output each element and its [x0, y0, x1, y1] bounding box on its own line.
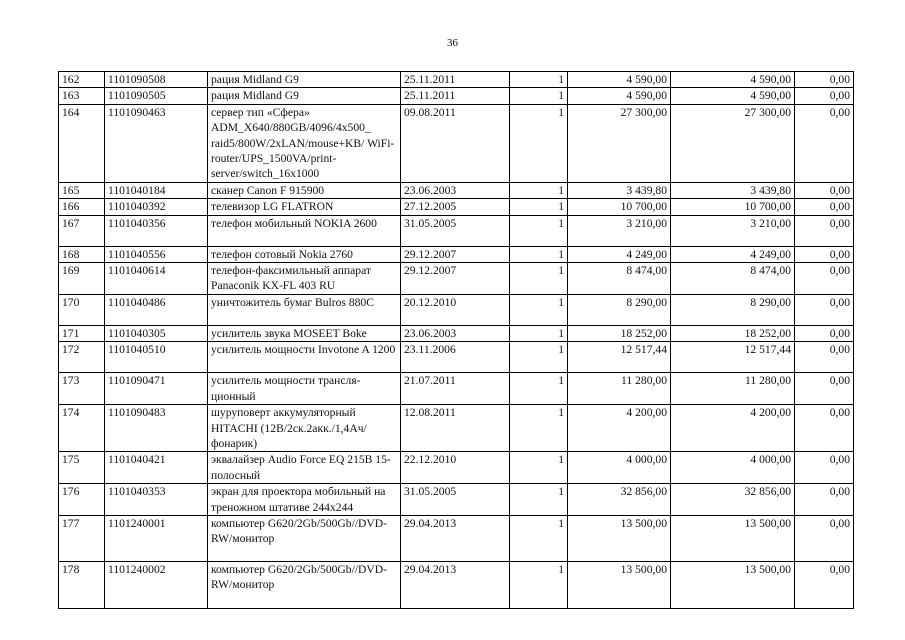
item-name-cell: компьютер G620/2Gb/500Gb//DVD-RW/монитор [208, 561, 401, 608]
residual-value-cell: 0,00 [795, 515, 854, 561]
cost-cell: 8 290,00 [568, 294, 671, 325]
acquisition-date-cell: 25.11.2011 [401, 88, 510, 104]
cost-cell: 4 590,00 [568, 88, 671, 104]
item-name-cell: усилитель звука MOSEET Boke [208, 325, 401, 341]
acquisition-date-cell: 21.07.2011 [401, 373, 510, 405]
item-name-cell: компьютер G620/2Gb/500Gb//DVD-RW/монитор [208, 515, 401, 561]
acquisition-date-cell: 29.04.2013 [401, 561, 510, 608]
acquisition-date-cell: 23.06.2003 [401, 182, 510, 198]
item-name-cell: телефон мобильный NOKIA 2600 [208, 215, 401, 246]
row-number-cell: 171 [59, 325, 105, 341]
table-row [59, 263, 854, 295]
residual-value-cell: 0,00 [795, 263, 854, 295]
cost-cell: 3 439,80 [568, 182, 671, 198]
inventory-table-body [59, 72, 854, 609]
residual-value-cell: 0,00 [795, 373, 854, 405]
table-row [59, 72, 854, 88]
balance-value-cell: 8 290,00 [671, 294, 795, 325]
item-name-cell: телевизор LG FLATRON [208, 199, 401, 215]
acquisition-date-cell: 29.04.2013 [401, 515, 510, 561]
table-row [59, 104, 854, 182]
balance-value-cell: 11 280,00 [671, 373, 795, 405]
cost-cell: 10 700,00 [568, 199, 671, 215]
inventory-code-cell: 1101040614 [105, 263, 208, 295]
row-number-cell: 166 [59, 199, 105, 215]
residual-value-cell: 0,00 [795, 88, 854, 104]
inventory-code-cell: 1101040353 [105, 484, 208, 516]
residual-value-cell: 0,00 [795, 246, 854, 262]
balance-value-cell: 27 300,00 [671, 104, 795, 182]
balance-value-cell: 13 500,00 [671, 515, 795, 561]
quantity-cell: 1 [510, 561, 568, 608]
acquisition-date-cell: 29.12.2007 [401, 263, 510, 295]
acquisition-date-cell: 31.05.2005 [401, 484, 510, 516]
table-row [59, 88, 854, 104]
cost-cell: 12 517,44 [568, 342, 671, 373]
balance-value-cell: 4 249,00 [671, 246, 795, 262]
table-row [59, 182, 854, 198]
residual-value-cell: 0,00 [795, 325, 854, 341]
quantity-cell: 1 [510, 294, 568, 325]
cost-cell: 4 200,00 [568, 405, 671, 452]
table-row [59, 325, 854, 341]
inventory-code-cell: 1101040356 [105, 215, 208, 246]
quantity-cell: 1 [510, 484, 568, 516]
row-number-cell: 167 [59, 215, 105, 246]
inventory-table [58, 71, 854, 609]
inventory-code-cell: 1101090505 [105, 88, 208, 104]
inventory-code-cell: 1101090463 [105, 104, 208, 182]
balance-value-cell: 4 590,00 [671, 88, 795, 104]
quantity-cell: 1 [510, 373, 568, 405]
quantity-cell: 1 [510, 515, 568, 561]
row-number-cell: 165 [59, 182, 105, 198]
row-number-cell: 163 [59, 88, 105, 104]
residual-value-cell: 0,00 [795, 72, 854, 88]
acquisition-date-cell: 23.11.2006 [401, 342, 510, 373]
cost-cell: 27 300,00 [568, 104, 671, 182]
acquisition-date-cell: 22.12.2010 [401, 452, 510, 484]
item-name-cell: усилитель мощности трансля-ционный [208, 373, 401, 405]
residual-value-cell: 0,00 [795, 561, 854, 608]
inventory-code-cell: 1101040510 [105, 342, 208, 373]
balance-value-cell: 12 517,44 [671, 342, 795, 373]
quantity-cell: 1 [510, 182, 568, 198]
balance-value-cell: 4 200,00 [671, 405, 795, 452]
item-name-cell: рация Midland G9 [208, 72, 401, 88]
cost-cell: 4 000,00 [568, 452, 671, 484]
acquisition-date-cell: 23.06.2003 [401, 325, 510, 341]
item-name-cell: телефон сотовый Nokia 2760 [208, 246, 401, 262]
item-name-cell: сканер Canon F 915900 [208, 182, 401, 198]
acquisition-date-cell: 20.12.2010 [401, 294, 510, 325]
row-number-cell: 173 [59, 373, 105, 405]
item-name-cell: экран для проектора мобильный на треножном штативе 244х244 [208, 484, 401, 516]
row-number-cell: 170 [59, 294, 105, 325]
balance-value-cell: 10 700,00 [671, 199, 795, 215]
page-number: 36 [447, 37, 458, 49]
cost-cell: 32 856,00 [568, 484, 671, 516]
balance-value-cell: 18 252,00 [671, 325, 795, 341]
cost-cell: 11 280,00 [568, 373, 671, 405]
cost-cell: 18 252,00 [568, 325, 671, 341]
balance-value-cell: 32 856,00 [671, 484, 795, 516]
residual-value-cell: 0,00 [795, 484, 854, 516]
inventory-code-cell: 1101240001 [105, 515, 208, 561]
table-row [59, 294, 854, 325]
quantity-cell: 1 [510, 325, 568, 341]
item-name-cell: уничтожитель бумаг Bulros 880C [208, 294, 401, 325]
row-number-cell: 164 [59, 104, 105, 182]
cost-cell: 13 500,00 [568, 515, 671, 561]
quantity-cell: 1 [510, 104, 568, 182]
table-row [59, 515, 854, 561]
balance-value-cell: 8 474,00 [671, 263, 795, 295]
quantity-cell: 1 [510, 246, 568, 262]
inventory-code-cell: 1101040556 [105, 246, 208, 262]
acquisition-date-cell: 27.12.2005 [401, 199, 510, 215]
table-row [59, 484, 854, 516]
residual-value-cell: 0,00 [795, 199, 854, 215]
inventory-code-cell: 1101090483 [105, 405, 208, 452]
balance-value-cell: 4 590,00 [671, 72, 795, 88]
residual-value-cell: 0,00 [795, 342, 854, 373]
balance-value-cell: 3 210,00 [671, 215, 795, 246]
residual-value-cell: 0,00 [795, 182, 854, 198]
inventory-code-cell: 1101040421 [105, 452, 208, 484]
cost-cell: 4 249,00 [568, 246, 671, 262]
row-number-cell: 176 [59, 484, 105, 516]
row-number-cell: 172 [59, 342, 105, 373]
residual-value-cell: 0,00 [795, 104, 854, 182]
quantity-cell: 1 [510, 72, 568, 88]
acquisition-date-cell: 29.12.2007 [401, 246, 510, 262]
table-row [59, 246, 854, 262]
residual-value-cell: 0,00 [795, 215, 854, 246]
quantity-cell: 1 [510, 199, 568, 215]
quantity-cell: 1 [510, 215, 568, 246]
balance-value-cell: 3 439,80 [671, 182, 795, 198]
quantity-cell: 1 [510, 342, 568, 373]
inventory-code-cell: 1101040392 [105, 199, 208, 215]
inventory-code-cell: 1101090471 [105, 373, 208, 405]
row-number-cell: 168 [59, 246, 105, 262]
table-row [59, 342, 854, 373]
acquisition-date-cell: 31.05.2005 [401, 215, 510, 246]
acquisition-date-cell: 09.08.2011 [401, 104, 510, 182]
acquisition-date-cell: 12.08.2011 [401, 405, 510, 452]
item-name-cell: сервер тип «Сфера» ADM_X640/880GB/4096/4x500_ raid5/800W/2xLAN/mouse+KB/ WiFi-router/UPS_1500VA/print-server/switch_16x1000 [208, 104, 401, 182]
row-number-cell: 174 [59, 405, 105, 452]
row-number-cell: 178 [59, 561, 105, 608]
inventory-code-cell: 1101240002 [105, 561, 208, 608]
residual-value-cell: 0,00 [795, 294, 854, 325]
cost-cell: 4 590,00 [568, 72, 671, 88]
inventory-code-cell: 1101040486 [105, 294, 208, 325]
quantity-cell: 1 [510, 88, 568, 104]
inventory-code-cell: 1101090508 [105, 72, 208, 88]
table-row [59, 452, 854, 484]
item-name-cell: усилитель мощности Invotone A 1200 [208, 342, 401, 373]
cost-cell: 3 210,00 [568, 215, 671, 246]
table-row [59, 199, 854, 215]
row-number-cell: 175 [59, 452, 105, 484]
table-row [59, 215, 854, 246]
balance-value-cell: 4 000,00 [671, 452, 795, 484]
table-row [59, 405, 854, 452]
inventory-code-cell: 1101040305 [105, 325, 208, 341]
table-row [59, 561, 854, 608]
inventory-code-cell: 1101040184 [105, 182, 208, 198]
residual-value-cell: 0,00 [795, 452, 854, 484]
item-name-cell: рация Midland G9 [208, 88, 401, 104]
acquisition-date-cell: 25.11.2011 [401, 72, 510, 88]
item-name-cell: телефон-факсимильный аппарат Panaconik KX-FL 403 RU [208, 263, 401, 295]
residual-value-cell: 0,00 [795, 405, 854, 452]
cost-cell: 8 474,00 [568, 263, 671, 295]
quantity-cell: 1 [510, 452, 568, 484]
item-name-cell: эквалайзер Audio Force EQ 215B 15-полосный [208, 452, 401, 484]
row-number-cell: 162 [59, 72, 105, 88]
quantity-cell: 1 [510, 263, 568, 295]
item-name-cell: шуруповерт аккумуляторный HITACHI (12В/2ск.2акк./1,4Ач/фонарик) [208, 405, 401, 452]
row-number-cell: 177 [59, 515, 105, 561]
cost-cell: 13 500,00 [568, 561, 671, 608]
balance-value-cell: 13 500,00 [671, 561, 795, 608]
table-row [59, 373, 854, 405]
row-number-cell: 169 [59, 263, 105, 295]
quantity-cell: 1 [510, 405, 568, 452]
